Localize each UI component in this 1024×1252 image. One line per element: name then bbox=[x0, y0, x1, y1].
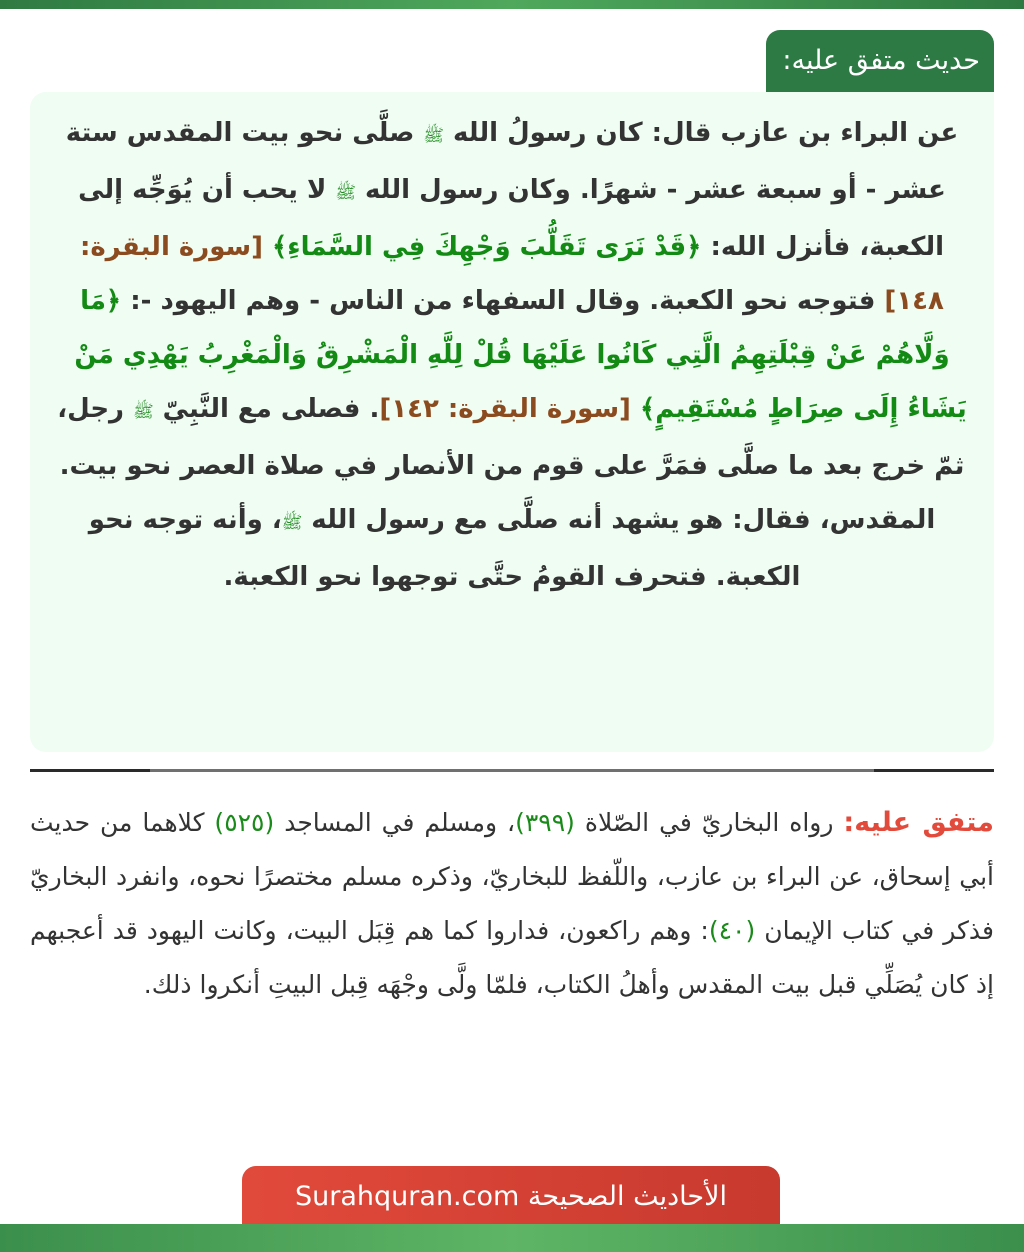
hadith-text-segment: رجل، ثمّ خرج بعد ما صلَّى فمَرَّ على قوم من الأنصار في صلاة العصر نحو بيت. bbox=[57, 394, 965, 481]
surah-reference: [سورة البقرة: ١٤٨] bbox=[79, 232, 944, 316]
section-divider bbox=[30, 769, 994, 772]
spacer bbox=[631, 394, 640, 424]
hadith-number: (٥٢٥) bbox=[214, 808, 275, 837]
takhrij-paragraph bbox=[30, 796, 994, 1012]
divider-end-left bbox=[30, 769, 150, 772]
salawat-icon: ﷺ bbox=[423, 126, 444, 146]
salawat-icon: ﷺ bbox=[133, 402, 154, 422]
takhrij-text: ، ومسلم في المساجد bbox=[274, 808, 516, 837]
hadith-text-segment: صلَّى نحو بيت المقدس ستة عشر - أو سبعة عشر - شهرًا. وكان رسول الله bbox=[65, 118, 946, 205]
quran-verse: ﴿قَدْ نَرَى تَقَلُّبَ وَجْهِكَ فِي السَّمَاءِ﴾ bbox=[272, 232, 702, 262]
hadith-text-segment: المقدس، فقال: هو يشهد أنه صلَّى مع رسول الله bbox=[302, 505, 936, 535]
hadith-text-segment: عن البراء بن عازب قال: كان رسولُ الله bbox=[443, 118, 959, 148]
top-bar bbox=[0, 0, 1024, 9]
hadith-number: (٤٠) bbox=[708, 916, 756, 945]
divider-end-right bbox=[874, 769, 994, 772]
hadith-text-segment: فتوجه نحو الكعبة. وقال السفهاء من الناس - وهم اليهود -: bbox=[121, 286, 885, 316]
section-title: حديث متفق عليه: bbox=[766, 30, 994, 92]
salawat-icon: ﷺ bbox=[335, 183, 356, 203]
hadith-text-segment: . فصلى مع النَّبِيّ bbox=[153, 394, 380, 424]
hadith-card bbox=[30, 92, 994, 752]
takhrij-text: : وهم راكعون، فداروا كما هم قِبَل البيت، وكانت اليهود قد أعجبهم إذ كان يُصَلِّي قبل بيت المقدس وأهلُ الكتاب، فلمّا ولَّى وجْهَه قِبل البيتِ أنكروا ذلك. bbox=[30, 916, 994, 999]
takhrij-text: كلاهما من حديث أبي إسحاق، عن البراء بن عازب، واللّفظ للبخاريّ، وذكره مسلم مختصرًا نحوه، وانفرد البخاريّ فذكر في كتاب الإيمان bbox=[30, 808, 994, 945]
hadith-text-segment: لا يحب أن يُوَجِّه إلى الكعبة، فأنزل الله: bbox=[78, 175, 945, 262]
spacer bbox=[263, 232, 272, 262]
site-badge: الأحاديث الصحيحة Surahquran.com bbox=[242, 1166, 780, 1228]
takhrij-label: متفق عليه: bbox=[843, 807, 994, 838]
quran-verse: ﴿مَا وَلَّاهُمْ عَنْ قِبْلَتِهِمُ الَّتِي كَانُوا عَلَيْهَا قُلْ لِلَّهِ الْمَشْرِقُ وَالْمَغْرِبُ يَهْدِي مَنْ يَشَاءُ إِلَى صِرَاطٍ مُسْتَقِيمٍ﴾ bbox=[74, 286, 967, 424]
surah-reference: [سورة البقرة: ١٤٢] bbox=[379, 394, 631, 424]
bottom-bar bbox=[0, 1224, 1024, 1252]
salawat-icon: ﷺ bbox=[281, 513, 303, 533]
hadith-text-segment: ، وأنه توجه نحو الكعبة. فتحرف القومُ حتَّى توجهوا نحو الكعبة. bbox=[88, 505, 801, 592]
hadith-text bbox=[48, 106, 976, 604]
takhrij-text: رواه البخاريّ في الصّلاة bbox=[574, 808, 844, 837]
hadith-number: (٣٩٩) bbox=[515, 808, 575, 837]
